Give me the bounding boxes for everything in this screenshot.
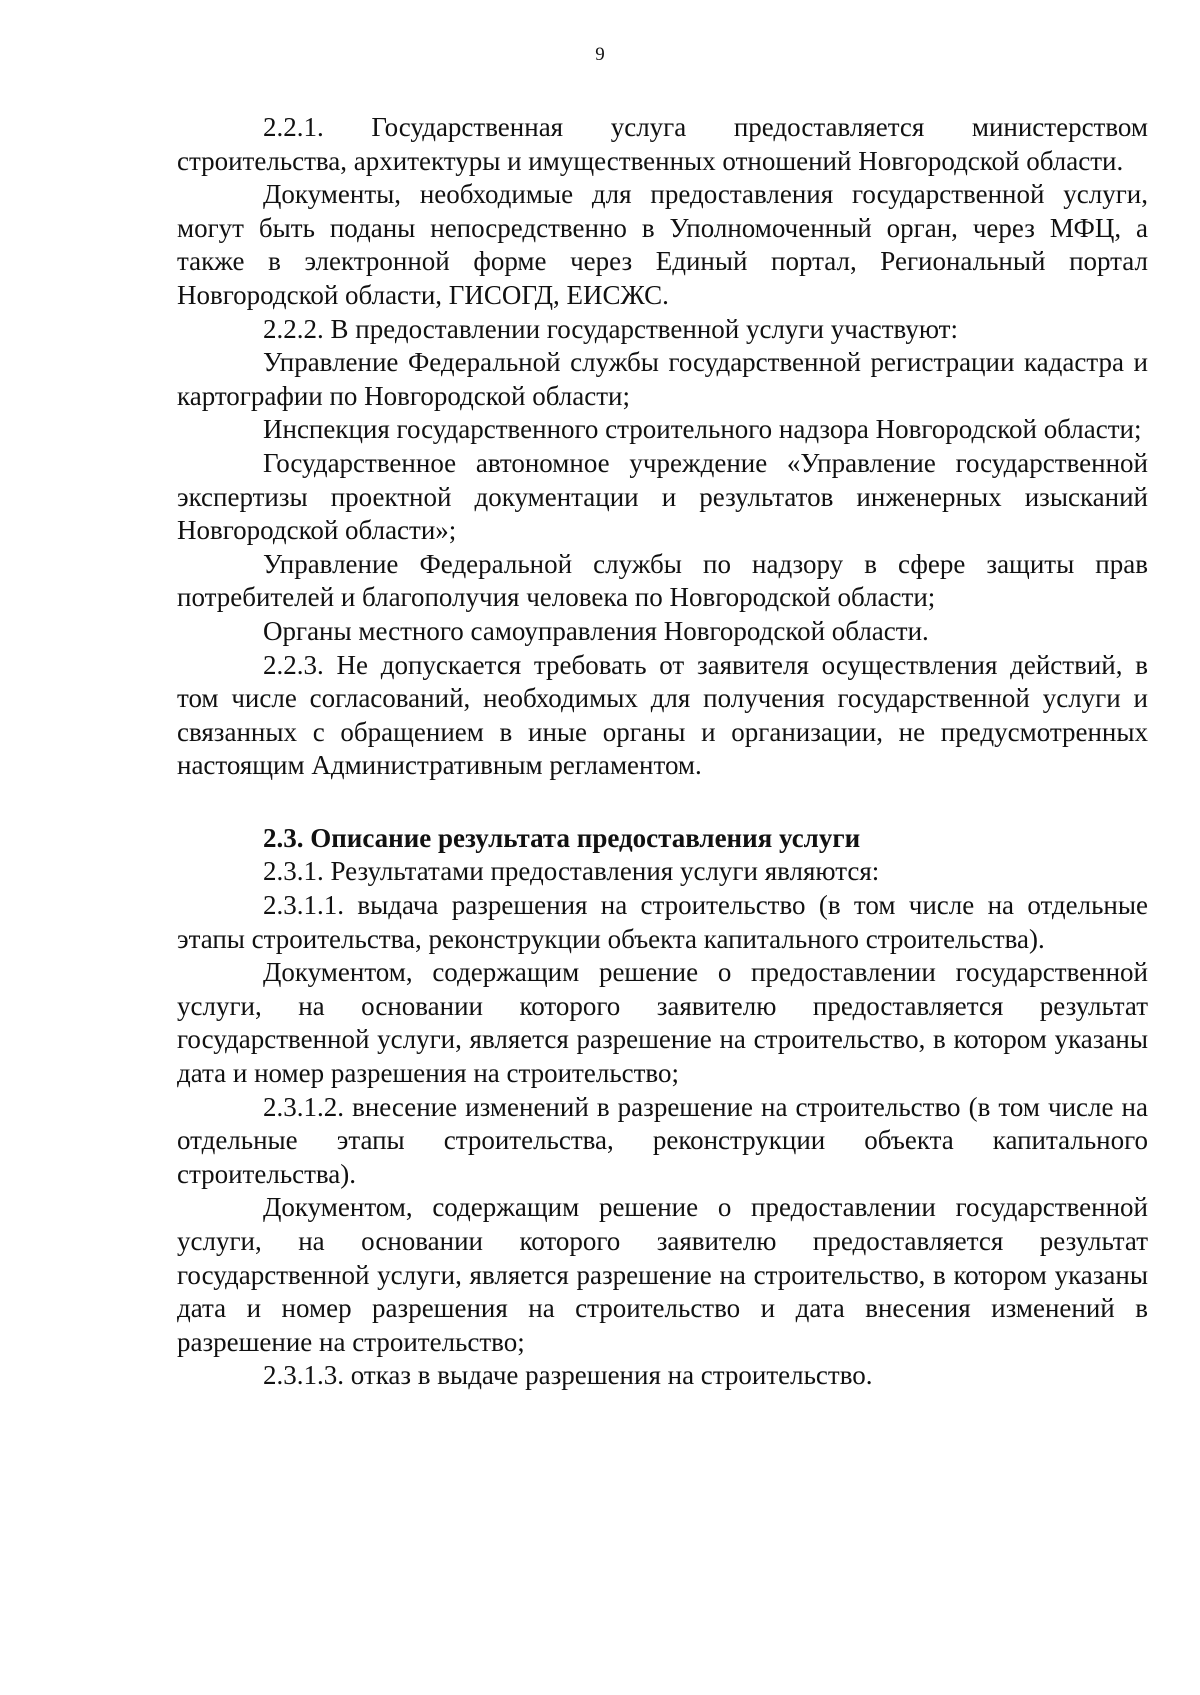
paragraph-participant-local-government: Органы местного самоуправления Новгородской области.: [263, 615, 929, 646]
paragraph-2-2-3: 2.2.3. Не допускается требовать от заявителя осуществления действий, в том числе согласований, необходимых для получения государственной услуги и связанных с обращением в иные органы и организации, не предусмотренных настоящим Административным регламентом.: [177, 649, 1148, 781]
paragraph-2-3-1-1: 2.3.1.1. выдача разрешения на строительство (в том числе на отдельные этапы строительства, реконструкции объекта капитального строительства).: [177, 890, 1148, 954]
paragraph-2-2-1: 2.2.1. Государственная услуга предоставляется министерством строительства, архитектуры и имущественных отношений Новгородской области.: [177, 112, 1148, 176]
paragraph-2-3-1-3: 2.3.1.3. отказ в выдаче разрешения на строительство.: [263, 1360, 873, 1391]
paragraph-2-3-1: 2.3.1. Результатами предоставления услуги являются:: [263, 856, 880, 887]
paragraph-participant-expertise: Государственное автономное учреждение «Управление государственной экспертизы проектной документации и результатов инженерных изысканий Новгородской области»;: [177, 447, 1148, 546]
paragraph-2-3-1-2: 2.3.1.2. внесение изменений в разрешение на строительство (в том числе на отдельные этапы строительства, реконструкции объекта капитального строительства).: [177, 1091, 1148, 1189]
paragraph-participant-rosreestr: Управление Федеральной службы государственной регистрации кадастра и картографии по Новгородской области;: [177, 347, 1148, 411]
section-spacer: [177, 783, 1148, 822]
paragraph-participant-inspection: Инспекция государственного строительного надзора Новгородской области;: [263, 414, 1142, 445]
paragraph-result-permit: Документом, содержащим решение о предоставлении государственной услуги, на основании которого заявителю предоставляется результат государственной услуги, является разрешение на строительство, в котором указаны дата и номер разрешения на строительство;: [177, 957, 1148, 1089]
paragraph-2-2-2: 2.2.2. В предоставлении государственной услуги участвуют:: [263, 313, 958, 344]
page-number: 9: [595, 44, 605, 65]
section-heading-2-3: 2.3. Описание результата предоставления услуги: [263, 822, 861, 853]
paragraph-result-permit-changes: Документом, содержащим решение о предоставлении государственной услуги, на основании которого заявителю предоставляется результат государственной услуги, является разрешение на строительство, в котором указаны дата и номер разрешения на строительство и дата внесения изменений в разрешение на строительство;: [177, 1192, 1148, 1357]
document-body: [177, 111, 1148, 1393]
paragraph-documents-submission: Документы, необходимые для предоставления государственной услуги, могут быть поданы непосредственно в Уполномоченный орган, через МФЦ, а также в электронной форме через Единый портал, Региональный портал Новгородской области, ГИСОГД, ЕИСЖС.: [177, 179, 1148, 310]
paragraph-participant-rospotrebnadzor: Управление Федеральной службы по надзору в сфере защиты прав потребителей и благополучия человека по Новгородской области;: [177, 548, 1148, 613]
